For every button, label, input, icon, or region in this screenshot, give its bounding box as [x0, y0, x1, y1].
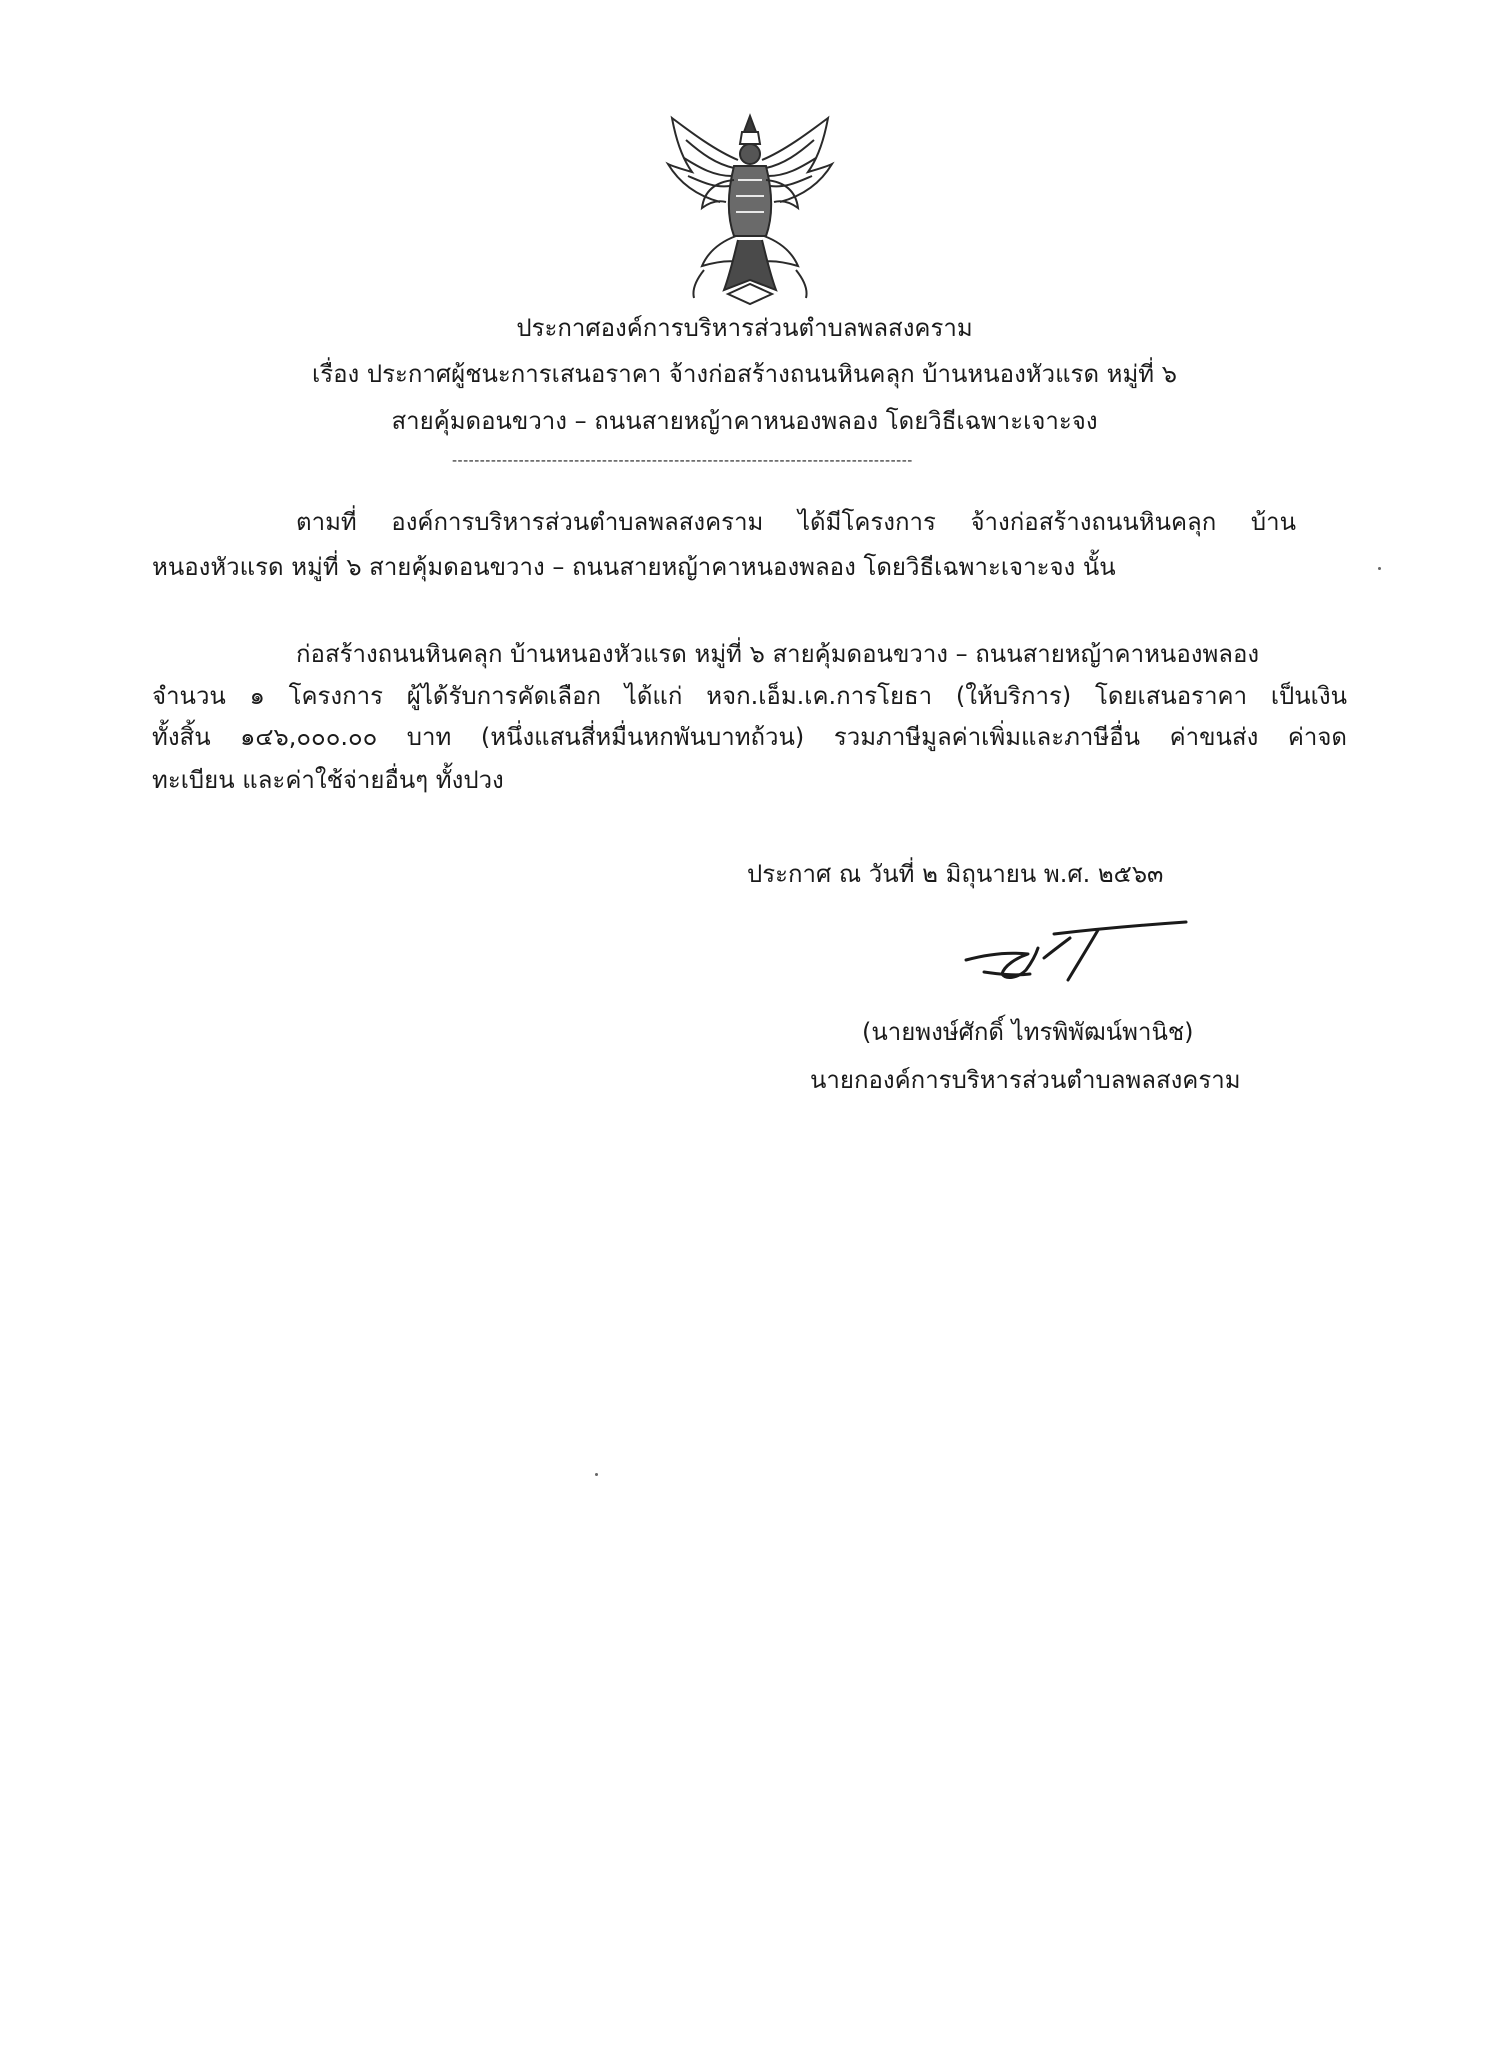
signatory-title: นายกองค์การบริหารส่วนตำบลพลสงคราม	[810, 1066, 1241, 1094]
announcement-title: ประกาศองค์การบริหารส่วนตำบลพลสงคราม	[516, 314, 973, 342]
paragraph-2-line-4: ทะเบียน และค่าใช้จ่ายอื่นๆ ทั้งปวง	[152, 766, 504, 794]
subject-line-continued: สายคุ้มดอนขวาง – ถนนสายหญ้าคาหนองพลอง โดยวิธีเฉพาะเจาะจง	[391, 407, 1098, 435]
subject-line: เรื่อง ประกาศผู้ชนะการเสนอราคา จ้างก่อสร้างถนนหินคลุก บ้านหนองหัวแรด หมู่ที่ ๖	[312, 360, 1177, 388]
paragraph-2-line-2: จำนวน ๑ โครงการ ผู้ได้รับการคัดเลือก ได้แก่ หจก.เอ็ม.เค.การโยธา (ให้บริการ) โดยเสนอราคา เป็นเงิน	[152, 682, 1347, 710]
paragraph-2-line-3: ทั้งสิ้น ๑๔๖,๐๐๐.๐๐ บาท (หนึ่งแสนสี่หมื่นหกพันบาทถ้วน) รวมภาษีมูลค่าเพิ่มและภาษีอื่น ค่าขนส่ง ค่าจด	[152, 723, 1347, 751]
paragraph-1-line-1: ตามที่ องค์การบริหารส่วนตำบลพลสงคราม ได้มีโครงการ จ้างก่อสร้างถนนหินคลุก บ้าน	[296, 508, 1296, 536]
separator-line: -----------------------------------------------------------------------------------	[452, 453, 913, 469]
garuda-emblem-icon	[664, 110, 836, 308]
handwritten-signature	[958, 914, 1198, 986]
scan-speck	[1378, 567, 1381, 570]
signatory-name: (นายพงษ์ศักดิ์ ไทรพิพัฒน์พานิช)	[862, 1018, 1194, 1046]
scan-speck	[595, 1473, 598, 1476]
paragraph-1-line-2: หนองหัวแรด หมู่ที่ ๖ สายคุ้มดอนขวาง – ถนนสายหญ้าคาหนองพลอง โดยวิธีเฉพาะเจาะจง นั้น	[152, 553, 1116, 581]
paragraph-2-line-1: ก่อสร้างถนนหินคลุก บ้านหนองหัวแรด หมู่ที่ ๖ สายคุ้มดอนขวาง – ถนนสายหญ้าคาหนองพลอง	[296, 640, 1260, 668]
announce-date: ประกาศ ณ วันที่ ๒ มิถุนายน พ.ศ. ๒๕๖๓	[747, 860, 1164, 888]
